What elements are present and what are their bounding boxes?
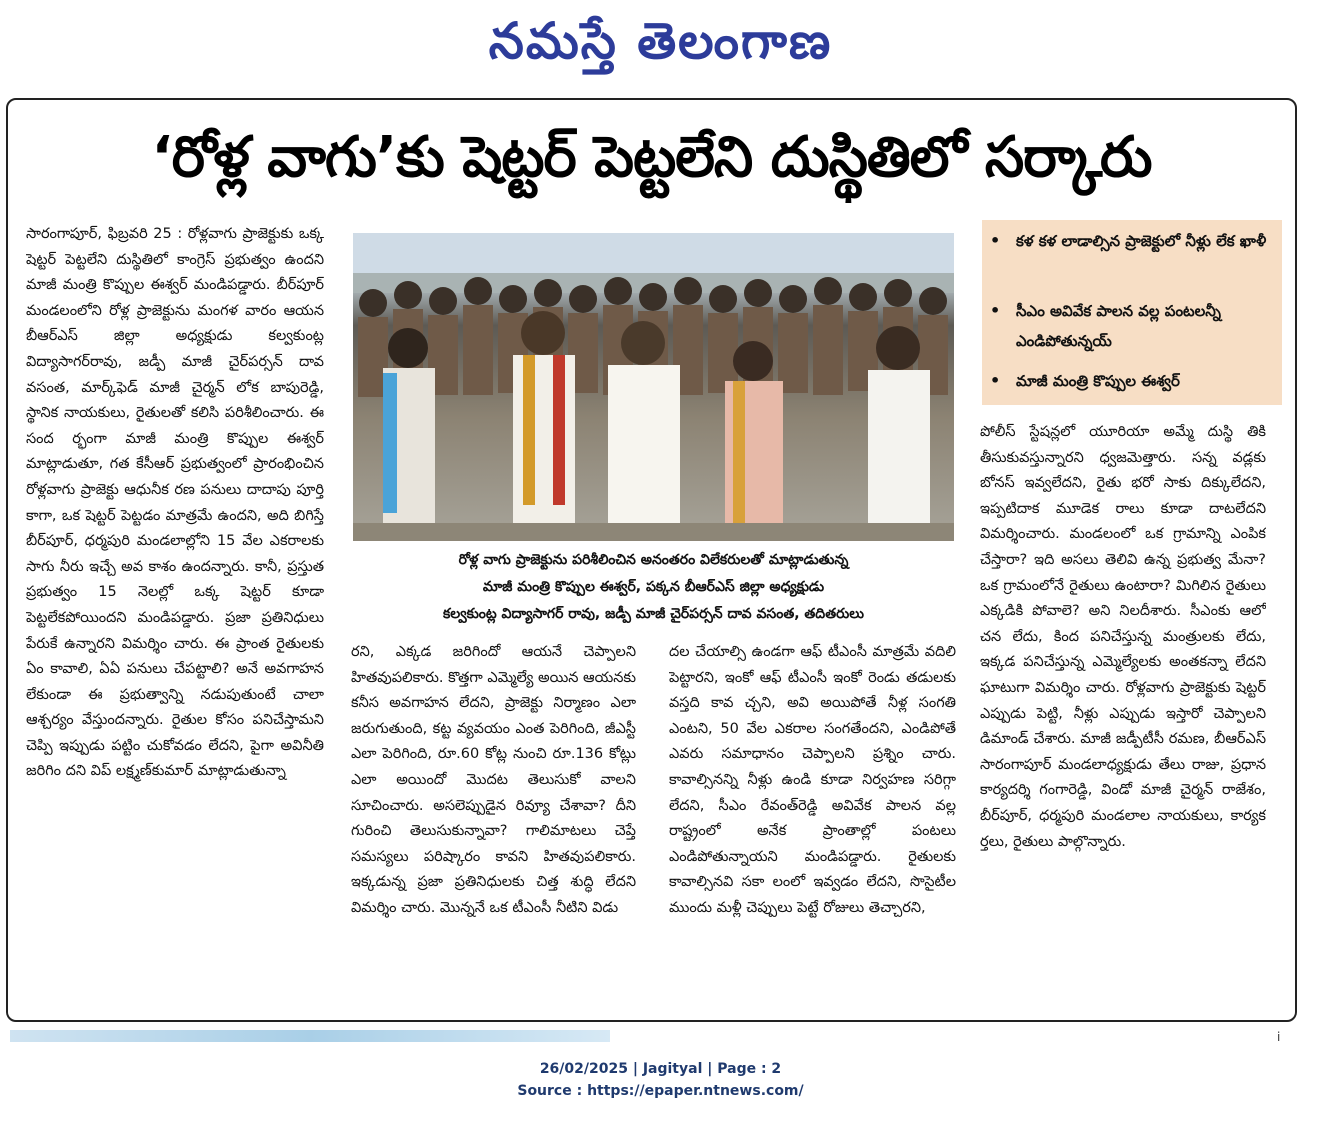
bullet-icon: •: [990, 371, 1001, 390]
highlight-text: సీఎం అవివేక పాలన వల్ల పంటలన్నీ ఎండిపోతున్నయ్: [1016, 302, 1221, 350]
masthead-logo: నమస్తే తెలంగాణ: [488, 11, 833, 70]
highlights-box: [982, 220, 1282, 405]
bullet-icon: •: [990, 301, 1001, 320]
caption-line-1: రోళ్ల వాగు ప్రాజెక్టును పరిశీలించిన అనంతరం విలేకరులతో మాట్లాడుతున్న: [458, 552, 849, 568]
article-headline: ‘రోళ్ల వాగు’కు షెట్టర్ పెట్టలేని దుస్థితిలో సర్కారు: [151, 125, 1152, 190]
crowd-photo-illustration: [353, 233, 954, 541]
article-column-3: దల చేయాల్సి ఉండగా ఆఫ్ టీఎంసీ మాత్రమే వదిలి పెట్టారని, ఇంకో ఆఫ్ టీఎంసీ ఇంకో రెండు తడులకు వస్తది కావ చ్చని, అవి అయిపోతే నీళ్ల సంగతి ఎంటని, 50 వేల ఎకరాల సంగతేందని, ఎండిపోతే ఎవరు సమాధానం చెప్పాలని ప్రశ్నిం చారు. కావాల్సినన్ని నీళ్లు ఉండి కూడా నిర్వహణ సరిగ్గా లేదని, సీఎం రేవంత్‌రెడ్డి అవివేక పాలన వల్ల రాష్ట్రంలో అనేక ప్రాంతాల్లో పంటలు ఎండిపోతున్నాయని మండిపడ్డారు. రైతులకు కావాల్సినవి సకా లంలో ఇవ్వడం లేదని, సొసైటీల ముందు మళ్లీ చెప్పులు పెట్టే రోజులు తెచ్చారని,: [669, 644, 956, 916]
news-photo: [353, 233, 954, 541]
footer-source-link[interactable]: Source : https://epaper.ntnews.com/: [517, 1083, 804, 1099]
article-column-4: పోలీస్ స్టేషన్లలో యూరియా అమ్మే దుస్థి తికి తీసుకువస్తున్నారని ధ్వజమెత్తారు. సన్న వడ్లకు బోనస్ ఇవ్వలేదని, రైతు భరో సాకు దిక్కులేదని, ఇప్పటిదాక మూడెక రాలు కూడా దాటలేదని విమర్శించారు. మండలంలో ఒక గ్రామాన్ని ఎంపిక చేస్తారా? ఇది అసలు తెలివి ఉన్న ప్రభుత్వ మేనా? ఒక గ్రామంలోనే రైతులు ఉంటారా? మిగిలిన రైతులు ఎక్కడికి పోవాలె? అని నిలదీశారు. సీఎంకు ఆలో చన లేదు, కింద పనిచేస్తున్న మంత్రులకు లేదు, ఇక్కడ పనిచేస్తున్న ఎమ్మెల్యేలకు అంతకన్నా లేదని ఘాటుగా విమర్శిం చారు. రోళ్లవాగు ప్రాజెక్టుకు షెట్టర్ ఎప్పుడు పెట్టి, నీళ్లు ఎప్పుడు ఇస్తారో చెప్పాలని డిమాండ్ చేశారు. మాజీ జడ్పీటీసీ రమణ, బీఆర్‌ఎస్ సారంగాపూర్ మండలాధ్యక్షుడు తేలు రాజు, ప్రధాన కార్యదర్శి గంగారెడ్డి, విండో మాజీ చైర్మన్ రాజేశం, బీర్‌పూర్, ధర్మపురి మండలాల నాయకులు, కార్యక ర్తలు, రైతులు పాల్గొన్నారు.: [980, 424, 1266, 850]
highlight-text: మాజీ మంత్రి కొప్పుల ఈశ్వర్: [1016, 372, 1180, 390]
footer-date-edition: 26/02/2025 | Jagityal | Page : 2: [539, 1061, 782, 1077]
page-footer: [0, 1058, 1321, 1102]
photo-caption: [353, 547, 954, 631]
bullet-icon: •: [990, 231, 1001, 250]
article-column-2: రని, ఎక్కడ జరిగిందో ఆయనే చెప్పాలని హితవుపలికారు. కొత్తగా ఎమ్మెల్యే అయిన ఆయనకు కనీస అవగాహన లేదని, ప్రాజెక్టు నిర్మాణం ఎలా జరుగుతుంది, కట్ట వ్యవయం ఎంత పెరిగింది, జీఎస్టీ ఎలా పెరిగింది, రూ.60 కోట్ల నుంచి రూ.136 కోట్లు ఎలా అయిందో మొదట తెలుసుకో వాలని సూచించారు. అసలెప్పుడైన రివ్యూ చేశావా? దీని గురించి తెలుసుకున్నావా? గాలిమాటలు చెప్తే సమస్యలు పరిష్కారం కావని హితవుపలికారు. ఇక్కడున్న ప్రజా ప్రతినిధులకు చిత్త శుద్ధి లేదని విమర్శిం చారు. మొన్ననే ఒక టీఎంసీ నీటిని విడు: [351, 644, 636, 916]
bottom-mark: i: [1277, 1030, 1281, 1044]
caption-line-3: కల్వకుంట్ల విద్యాసాగర్ రావు, జడ్పీ మాజీ చైర్‌పర్సన్ దావ వసంత, తదితరులు: [442, 606, 865, 622]
article-column-1: సారంగాపూర్, ఫిబ్రవరి 25 : రోళ్లవాగు ప్రాజెక్టుకు ఒక్క షెట్టర్ పెట్టలేని దుస్థితిలో కాంగ్రెస్ ప్రభుత్వం ఉందని మాజీ మంత్రి కొప్పుల ఈశ్వర్ మండిపడ్డారు. బీర్‌పూర్ మండలంలోని రోళ్ల ప్రాజెక్టును మంగళ వారం ఆయన బీఆర్‌ఎస్ జిల్లా అధ్యక్షుడు కల్వకుంట్ల విద్యాసాగర్‌రావు, జడ్పీ మాజీ చైర్‌పర్సన్ దావ వసంత, మార్క్‌ఫెడ్ మాజీ చైర్మన్ లోక బాపురెడ్డి, స్థానిక నాయకులు, రైతులతో కలిసి పరిశీలించారు. ఈ సంద ర్భంగా మాజీ మంత్రి కొప్పుల ఈశ్వర్ మాట్లాడుతూ, గత కేసీఆర్ ప్రభుత్వంలో ప్రారంభించిన రోళ్లవాగు ప్రాజెక్టు ఆధునీక రణ పనులు దాదాపు పూర్తి కాగా, ఒక షెట్టర్ పెట్టడం మాత్రమే ఉందని, అది బిగిస్తే బీర్‌పూర్, ధర్మపురి మండలాల్లోని 15 వేల ఎకరాలకు సాగు నీరు ఇచ్చే అవ కాశం ఉందన్నారు. కానీ, ప్రస్తుత ప్రభుత్వం 15 నెలల్లో ఒక్క షెట్టర్ కూడా పెట్టలేకపోయిందని మండిపడ్డారు. ప్రజా ప్రతినిధులు పేరుకే ఉన్నారని విమర్శిం చారు. ఈ ప్రాంత రైతులకు ఏం కావాలి, ఏఏ పనులు చేపట్టాలి? అనే అవగాహన లేకుండా ఈ ప్రభుత్వాన్ని నడుపుతుంటే చాలా ఆశ్చర్యం వేస్తుందన్నారు. రైతుల కోసం పనిచేస్తామని చెప్పి ఇప్పుడు పట్టిం చుకోవడం లేదని, పైగా అవినీతి జరిగిం దని విప్ లక్ష్మణ్‌కుమార్ మాట్లాడుతున్నా: [26, 226, 324, 780]
highlight-text: కళ కళ లాడాల్సిన ప్రాజెక్టులో నీళ్లు లేక ఖాళీ: [1016, 232, 1267, 250]
news-clipping: [6, 98, 1297, 1022]
caption-line-2: మాజీ మంత్రి కొప్పుల ఈశ్వర్, పక్కన బీఆర్‌ఎస్ జిల్లా అధ్యక్షుడు: [482, 579, 825, 595]
bottom-image-strip: [10, 1030, 610, 1042]
